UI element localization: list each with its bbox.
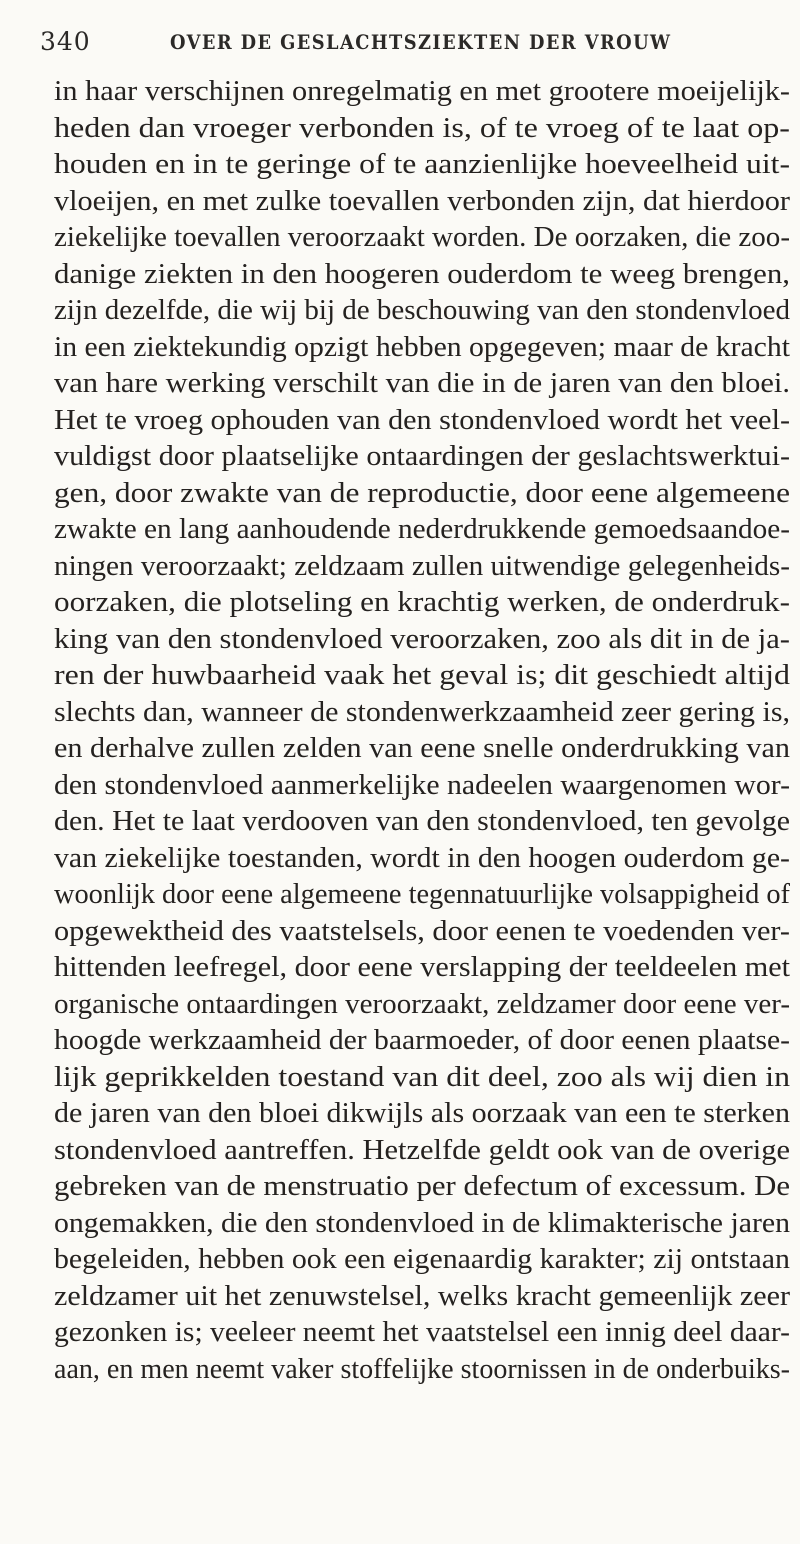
text-line: danige ziekten in den hoogeren ouderdom te weeg brengen, bbox=[54, 258, 790, 290]
page-header bbox=[40, 22, 760, 62]
text-line: lijk geprikkelden toestand van dit deel, zoo als wij dien in bbox=[54, 1061, 790, 1093]
text-line: den stondenvloed aanmerkelijke nadeelen waargenomen wor- bbox=[54, 769, 790, 801]
text-line: Het te vroeg ophouden van den stondenvloed wordt het veel- bbox=[54, 404, 790, 436]
text-line: slechts dan, wanneer de stondenwerkzaamheid zeer gering is, bbox=[54, 696, 790, 728]
text-line: begeleiden, hebben ook een eigenaardig karakter; zij ontstaan bbox=[54, 1244, 790, 1275]
text-line: ren der huwbaarheid vaak het geval is; dit geschiedt altijd bbox=[54, 660, 790, 691]
text-line: aan, en men neemt vaker stoffelijke stoornissen in de onderbuiks- bbox=[54, 1353, 790, 1385]
text-line: van ziekelijke toestanden, wordt in den hoogen ouderdom ge- bbox=[54, 842, 790, 874]
text-line: hittenden leefregel, door eene verslapping der teeldeelen met bbox=[54, 952, 790, 983]
text-line: ongemakken, die den stondenvloed in de klimakterische jaren bbox=[54, 1207, 790, 1239]
text-line: vloeijen, en met zulke toevallen verbonden zijn, dat hierdoor bbox=[54, 185, 790, 217]
text-line: zijn dezelfde, die wij bij de beschouwing van den stondenvloed bbox=[54, 295, 790, 326]
body-text bbox=[54, 74, 790, 1388]
text-line: gen, door zwakte van de reproductie, door eene algemeene bbox=[54, 477, 790, 509]
text-line: van hare werking verschilt van die in de jaren van den bloei. bbox=[54, 368, 790, 399]
text-line: stondenvloed aantreffen. Hetzelfde geldt ook van de overige bbox=[54, 1134, 790, 1166]
text-line: king van den stondenvloed veroorzaken, zoo als dit in de ja- bbox=[54, 623, 790, 655]
text-line: houden en in te geringe of te aanzienlijke hoeveelheid uit- bbox=[54, 149, 790, 180]
text-line: organische ontaardingen veroorzaakt, zeldzamer door eene ver- bbox=[54, 988, 790, 1020]
text-line: en derhalve zullen zelden van eene snelle onderdrukking van bbox=[54, 733, 790, 764]
text-line: zeldzamer uit het zenuwstelsel, welks kracht gemeenlijk zeer bbox=[54, 1280, 790, 1312]
text-line: woonlijk door eene algemeene tegennatuurlijke volsappigheid of bbox=[54, 879, 790, 910]
text-line: gezonken is; veeleer neemt het vaatstelsel een innig deel daar- bbox=[54, 1317, 790, 1348]
text-line: vuldigst door plaatselijke ontaardingen der geslachtswerktui- bbox=[54, 441, 790, 472]
text-line: zwakte en lang aanhoudende nederdrukkende gemoedsaandoe- bbox=[54, 514, 790, 545]
text-line: gebreken van de menstruatio per defectum of excessum. De bbox=[54, 1171, 790, 1202]
text-line: de jaren van den bloei dikwijls als oorzaak van een te sterken bbox=[54, 1098, 790, 1129]
text-line: ningen veroorzaakt; zeldzaam zullen uitwendige gelegenheids- bbox=[54, 550, 790, 582]
text-line: den. Het te laat verdooven van den stondenvloed, ten gevolge bbox=[54, 806, 790, 837]
text-line: in een ziektekundig opzigt hebben opgegeven; maar de kracht bbox=[54, 331, 790, 363]
text-line: ziekelijke toevallen veroorzaakt worden. De oorzaken, die zoo- bbox=[54, 222, 790, 253]
text-line: opgewektheid des vaatstelsels, door eenen te voedenden ver- bbox=[54, 915, 790, 947]
text-line: heden dan vroeger verbonden is, of te vroeg of te laat op- bbox=[54, 112, 790, 144]
text-line: oorzaken, die plotseling en krachtig werken, de onderdruk- bbox=[54, 587, 790, 618]
text-line: hoogde werkzaamheid der baarmoeder, of door eenen plaatse- bbox=[54, 1025, 790, 1056]
text-line: in haar verschijnen onregelmatig en met grootere moeijelijk- bbox=[54, 76, 790, 107]
running-title: OVER DE GESLACHTSZIEKTEN DER VROUW bbox=[170, 30, 672, 54]
page-number: 340 bbox=[40, 27, 91, 56]
